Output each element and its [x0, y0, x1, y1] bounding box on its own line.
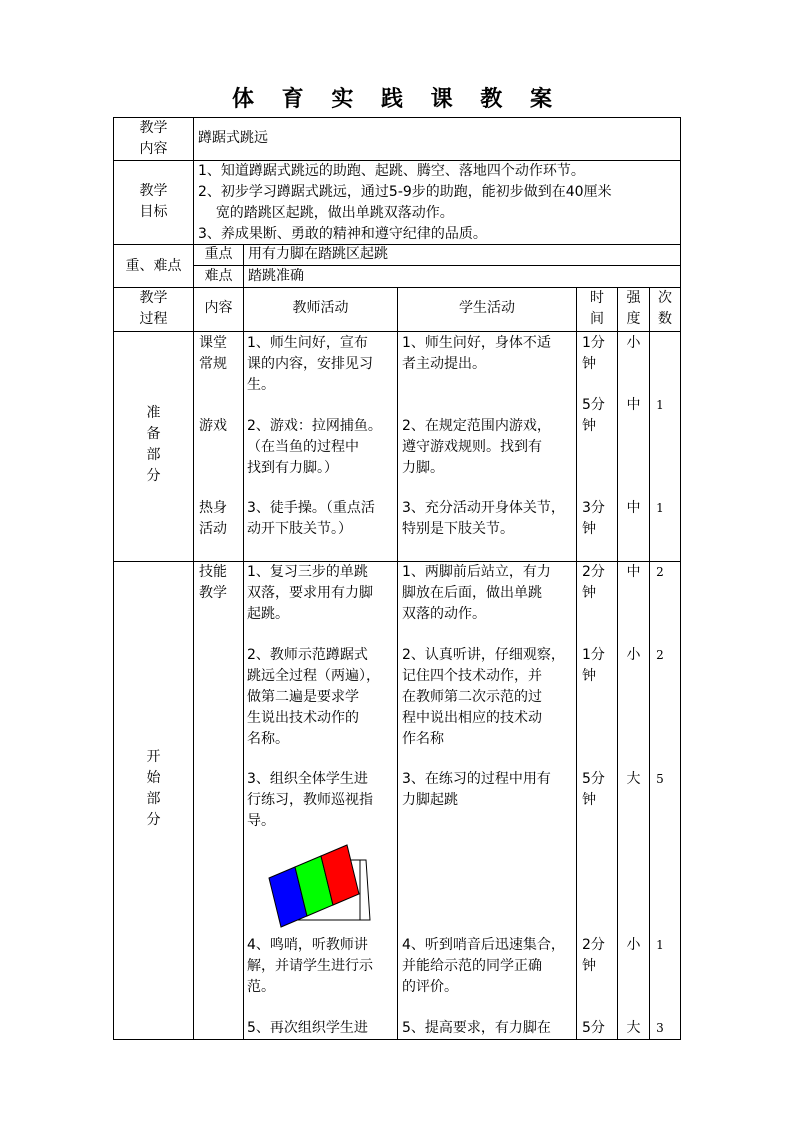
main-row-student: 1、两脚前后站立，有力 脚放在后面，做出单跳 双落的动作。	[402, 564, 551, 622]
page-title: 体 育 实 践 课 教 案	[232, 86, 562, 112]
goal-item-2: 2、初步学习蹲踞式跳远，通过5-9步的助跑，能初步做到在40厘米 宽的踏跳区起跳，做出单跳双落动作。	[198, 184, 612, 221]
prep-row-intensity: 中	[626, 397, 641, 413]
difficulty-label: 难点	[204, 268, 233, 284]
main-row-time: 2分 钟	[582, 564, 605, 601]
goals-label: 教学 目标	[139, 183, 168, 220]
header-intensity: 强 度	[626, 290, 641, 327]
focus-label: 重点	[204, 246, 233, 262]
prep-row-student: 2、在规定范围内游戏， 遵守游戏规则。找到有 力脚。	[402, 418, 551, 476]
prep-row-teacher: 2、游戏：拉网捕鱼。 （在当鱼的过程中 找到有力脚。）	[247, 418, 382, 476]
main-section-label: 开 始 部 分	[146, 749, 161, 828]
header-time: 时 间	[590, 290, 604, 327]
main-row-teacher: 3、组织全体学生进 行练习，教师巡视指 导。	[247, 771, 373, 829]
prep-row-teacher: 1、师生问好，宣布 课的内容，安排见习 生。	[247, 335, 373, 393]
prep-row-intensity: 小	[626, 335, 641, 351]
prep-row-intensity: 中	[626, 500, 641, 516]
keypoints-label: 重、难点	[125, 258, 182, 274]
goal-item-3: 3、养成果断、勇敢的精神和遵守纪律的品质。	[198, 226, 487, 242]
prep-row-content: 游戏	[199, 418, 227, 434]
header-content: 内容	[204, 300, 233, 316]
prep-row-content: 热身 活动	[199, 500, 227, 537]
prep-row-student: 1、师生问好，身体不适 者主动提出。	[402, 335, 551, 372]
header-teacher: 教师活动	[292, 300, 349, 316]
takeoff-zone-figure	[262, 832, 380, 932]
main-row-time: 5分	[582, 1020, 605, 1036]
prep-row-count: 1	[656, 501, 664, 515]
header-process: 教学 过程	[139, 290, 168, 327]
main-row-count: 2	[656, 648, 664, 662]
main-row-student: 4、听到哨音后迅速集合， 并能给示范的同学正确 的评价。	[402, 937, 565, 995]
main-row-count: 5	[656, 772, 664, 786]
focus-value: 用有力脚在踏跳区起跳	[248, 246, 388, 262]
prep-row-time: 1分 钟	[582, 335, 605, 372]
main-row-student: 3、在练习的过程中用有 力脚起跳	[402, 771, 551, 808]
prep-row-count: 1	[656, 398, 664, 412]
main-row-count: 1	[656, 938, 664, 952]
main-row-time: 5分 钟	[582, 771, 605, 808]
content-label: 教学 内容	[139, 120, 168, 157]
difficulty-value: 踏跳准确	[248, 268, 304, 284]
main-row-teacher: 4、鸣哨，听教师讲 解，并请学生进行示 范。	[247, 937, 373, 995]
prep-row-content: 课堂 常规	[199, 335, 227, 372]
main-row-student: 5、提高要求，有力脚在	[402, 1020, 551, 1036]
main-row-intensity: 中	[626, 564, 641, 580]
prep-row-time: 3分 钟	[582, 500, 605, 537]
main-row-count: 3	[656, 1021, 664, 1035]
main-row-time: 2分 钟	[582, 937, 605, 974]
prep-row-teacher: 3、徒手操。（重点活 动开下肢关节。）	[247, 500, 375, 537]
header-count: 次 数	[658, 290, 672, 327]
main-row-intensity: 大	[626, 771, 641, 787]
main-row-intensity: 小	[626, 937, 641, 953]
main-row-count: 2	[656, 565, 664, 579]
main-content-label: 技能 教学	[199, 564, 227, 601]
content-value: 蹲踞式跳远	[198, 130, 268, 146]
prep-row-student: 3、充分活动开身体关节， 特别是下肢关节。	[402, 500, 565, 537]
main-row-student: 2、认真听讲，仔细观察， 记住四个技术动作，并 在教师第二次示范的过 程中说出相应的技术动 作名称	[402, 647, 565, 747]
main-row-intensity: 大	[626, 1020, 641, 1036]
header-student: 学生活动	[459, 300, 515, 316]
prep-row-time: 5分 钟	[582, 397, 605, 434]
main-row-teacher: 2、教师示范蹲踞式 跳远全过程（两遍）， 做第二遍是要求学 生说出技术动作的 名称。	[247, 647, 380, 747]
goal-item-1: 1、知道蹲踞式跳远的助跑、起跳、腾空、落地四个动作环节。	[198, 163, 585, 179]
main-row-teacher: 1、复习三步的单跳 双落，要求用有力脚 起跳。	[247, 564, 373, 622]
main-row-teacher: 5、再次组织学生进	[247, 1020, 368, 1036]
prep-section-label: 准 备 部 分	[146, 405, 161, 484]
main-row-intensity: 小	[626, 647, 641, 663]
main-row-time: 1分 钟	[582, 647, 605, 684]
